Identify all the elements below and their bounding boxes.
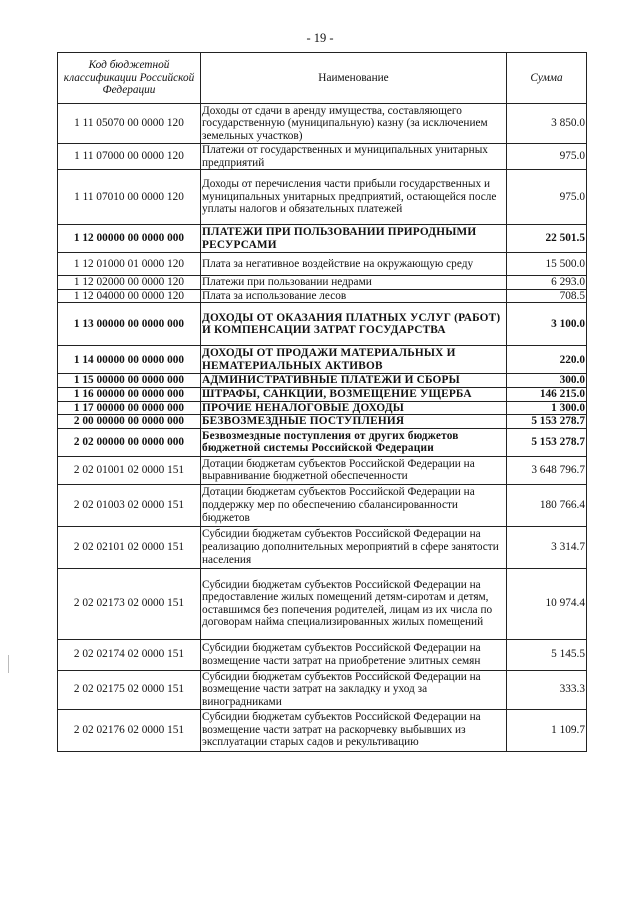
table-row [58, 526, 587, 568]
row-code: 1 13 00000 00 0000 000 [58, 303, 201, 346]
row-name: АДМИНИСТРАТИВНЫЕ ПЛАТЕЖИ И СБОРЫ [201, 374, 507, 388]
row-code: 1 11 05070 00 0000 120 [58, 104, 201, 144]
row-amount: 333.3 [507, 670, 587, 709]
row-code: 2 02 01003 02 0000 151 [58, 484, 201, 526]
row-amount: 6 293.0 [507, 276, 587, 290]
row-code: 2 02 02175 02 0000 151 [58, 670, 201, 709]
header-amount: Сумма [507, 53, 587, 104]
row-code: 1 12 02000 00 0000 120 [58, 276, 201, 290]
table-row [58, 253, 587, 276]
table-row [58, 387, 587, 401]
row-amount: 146 215.0 [507, 387, 587, 401]
row-amount: 1 109.7 [507, 709, 587, 751]
row-amount: 1 300.0 [507, 401, 587, 415]
row-name: Субсидии бюджетам субъектов Российской Федерации на реализацию дополнительных мероприятий в сфере занятости населения [201, 526, 507, 568]
row-code: 2 02 00000 00 0000 000 [58, 428, 201, 456]
row-amount: 975.0 [507, 170, 587, 225]
row-code: 2 02 02174 02 0000 151 [58, 639, 201, 670]
row-name: БЕЗВОЗМЕЗДНЫЕ ПОСТУПЛЕНИЯ [201, 415, 507, 429]
row-amount: 15 500.0 [507, 253, 587, 276]
row-code: 1 11 07000 00 0000 120 [58, 144, 201, 170]
table-row [58, 374, 587, 388]
row-name: Доходы от перечисления части прибыли государственных и муниципальных унитарных предприятий, остающейся после уплаты налогов и обязательных платежей [201, 170, 507, 225]
row-name: Платежи от государственных и муниципальных унитарных предприятий [201, 144, 507, 170]
row-code: 2 00 00000 00 0000 000 [58, 415, 201, 429]
table-row [58, 225, 587, 253]
row-name: Доходы от сдачи в аренду имущества, составляющего государственную (муниципальную) казну (за исключением земельных участков) [201, 104, 507, 144]
row-code: 1 14 00000 00 0000 000 [58, 346, 201, 374]
row-amount: 975.0 [507, 144, 587, 170]
row-amount: 10 974.4 [507, 568, 587, 639]
header-code: Код бюджетной классификации Российской Федерации [58, 53, 201, 104]
row-code: 1 16 00000 00 0000 000 [58, 387, 201, 401]
row-amount: 220.0 [507, 346, 587, 374]
table-row [58, 401, 587, 415]
row-name: Субсидии бюджетам субъектов Российской Федерации на возмещение части затрат на приобретение элитных семян [201, 639, 507, 670]
table-header-row [58, 53, 587, 104]
table-row [58, 428, 587, 456]
row-amount: 5 153 278.7 [507, 428, 587, 456]
row-code: 2 02 02101 02 0000 151 [58, 526, 201, 568]
row-name: Плата за негативное воздействие на окружающую среду [201, 253, 507, 276]
table-row [58, 346, 587, 374]
row-amount: 5 153 278.7 [507, 415, 587, 429]
scan-artifact [8, 655, 9, 673]
row-amount: 300.0 [507, 374, 587, 388]
table-row [58, 709, 587, 751]
row-code: 1 12 01000 01 0000 120 [58, 253, 201, 276]
table-body [58, 104, 587, 752]
row-amount: 3 850.0 [507, 104, 587, 144]
table-row [58, 170, 587, 225]
table-row [58, 484, 587, 526]
table-row [58, 639, 587, 670]
row-amount: 3 648 796.7 [507, 456, 587, 484]
row-amount: 5 145.5 [507, 639, 587, 670]
row-name: ДОХОДЫ ОТ ПРОДАЖИ МАТЕРИАЛЬНЫХ И НЕМАТЕРИАЛЬНЫХ АКТИВОВ [201, 346, 507, 374]
table-row [58, 276, 587, 290]
row-name: Субсидии бюджетам субъектов Российской Федерации на предоставление жилых помещений детям-сиротам и детям, оставшимся без попечения родителей, лицам из их числа по договорам найма специализированных жилых помещений [201, 568, 507, 639]
row-name: ПРОЧИЕ НЕНАЛОГОВЫЕ ДОХОДЫ [201, 401, 507, 415]
row-code: 2 02 02173 02 0000 151 [58, 568, 201, 639]
row-name: Безвозмездные поступления от других бюджетов бюджетной системы Российской Федерации [201, 428, 507, 456]
row-name: ПЛАТЕЖИ ПРИ ПОЛЬЗОВАНИИ ПРИРОДНЫМИ РЕСУРСАМИ [201, 225, 507, 253]
row-amount: 3 314.7 [507, 526, 587, 568]
row-name: Дотации бюджетам субъектов Российской Федерации на выравнивание бюджетной обеспеченности [201, 456, 507, 484]
table-row [58, 568, 587, 639]
row-name: Субсидии бюджетам субъектов Российской Федерации на возмещение части затрат на раскорчевку выбывших из эксплуатации старых садов и рекультивацию [201, 709, 507, 751]
table-row [58, 415, 587, 429]
row-code: 2 02 02176 02 0000 151 [58, 709, 201, 751]
row-name: Плата за использование лесов [201, 289, 507, 303]
row-amount: 708.5 [507, 289, 587, 303]
revenue-table [57, 52, 587, 752]
page-number: - 19 - [306, 31, 334, 45]
table-row [58, 303, 587, 346]
row-code: 1 17 00000 00 0000 000 [58, 401, 201, 415]
row-amount: 3 100.0 [507, 303, 587, 346]
row-code: 1 15 00000 00 0000 000 [58, 374, 201, 388]
row-code: 1 12 04000 00 0000 120 [58, 289, 201, 303]
table-row [58, 670, 587, 709]
row-name: ШТРАФЫ, САНКЦИИ, ВОЗМЕЩЕНИЕ УЩЕРБА [201, 387, 507, 401]
table-row [58, 104, 587, 144]
table-row [58, 456, 587, 484]
row-code: 1 12 00000 00 0000 000 [58, 225, 201, 253]
header-name: Наименование [201, 53, 507, 104]
table-row [58, 144, 587, 170]
row-code: 2 02 01001 02 0000 151 [58, 456, 201, 484]
row-name: Субсидии бюджетам субъектов Российской Федерации на возмещение части затрат на закладку и уход за виноградниками [201, 670, 507, 709]
row-code: 1 11 07010 00 0000 120 [58, 170, 201, 225]
row-amount: 180 766.4 [507, 484, 587, 526]
table-row [58, 289, 587, 303]
row-name: Платежи при пользовании недрами [201, 276, 507, 290]
row-name: ДОХОДЫ ОТ ОКАЗАНИЯ ПЛАТНЫХ УСЛУГ (РАБОТ) И КОМПЕНСАЦИИ ЗАТРАТ ГОСУДАРСТВА [201, 303, 507, 346]
row-name: Дотации бюджетам субъектов Российской Федерации на поддержку мер по обеспечению сбалансированности бюджетов [201, 484, 507, 526]
row-amount: 22 501.5 [507, 225, 587, 253]
